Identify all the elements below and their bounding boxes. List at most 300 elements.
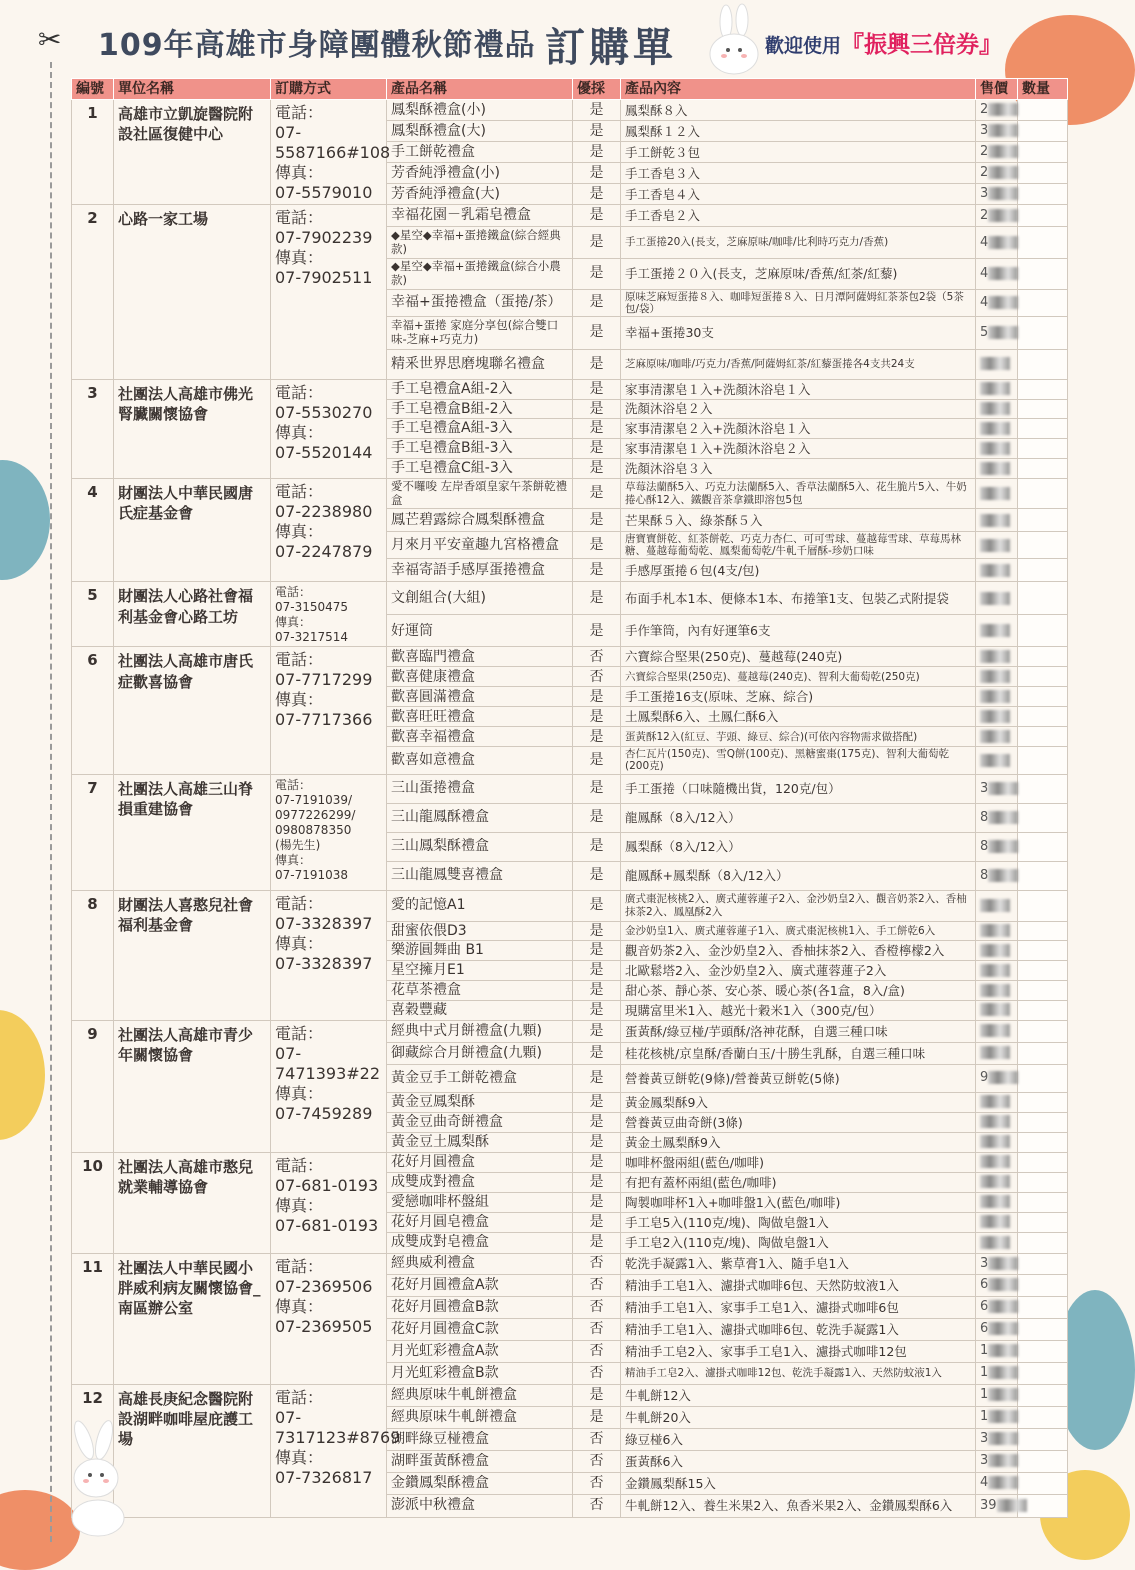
column-header: 單位名稱: [114, 79, 271, 100]
blurred-price: [988, 326, 1018, 339]
product-content: 精油手工皂1入、濾掛式咖啡6包、乾洗手凝露1入: [621, 1318, 976, 1340]
product-content: 手工香皂４入: [621, 184, 976, 205]
preferred-purchase: 是: [573, 687, 621, 707]
quantity-field[interactable]: [1018, 399, 1068, 419]
price: [976, 1042, 1018, 1064]
price: [976, 980, 1018, 1000]
blurred-price: [980, 382, 1010, 395]
product-name: 幸福寄語手感厚蛋捲禮盒: [387, 559, 573, 582]
product-name: 幸福+蛋捲禮盒（蛋捲/茶）: [387, 289, 573, 316]
quantity-field[interactable]: [1018, 100, 1068, 121]
blurred-price: [980, 1003, 1010, 1016]
product-name: 黃金豆曲奇餅禮盒: [387, 1112, 573, 1132]
organization-name: 財團法人中華民國唐氏症基金會: [114, 478, 271, 582]
product-name: 星空擁月E1: [387, 961, 573, 981]
preferred-purchase: 是: [573, 1406, 621, 1428]
price: 8: [976, 861, 1018, 890]
quantity-field[interactable]: [1018, 121, 1068, 142]
quantity-field[interactable]: [1018, 439, 1068, 459]
quantity-field[interactable]: [1018, 832, 1068, 861]
blurred-price: [980, 754, 1010, 767]
price: [976, 509, 1018, 532]
quantity-field[interactable]: [1018, 316, 1068, 349]
quantity-field[interactable]: [1018, 687, 1068, 707]
preferred-purchase: 是: [573, 419, 621, 439]
preferred-purchase: 是: [573, 532, 621, 559]
blurred-price: [980, 650, 1010, 663]
quantity-field[interactable]: [1018, 205, 1068, 227]
blurred-price: [980, 442, 1010, 455]
quantity-field[interactable]: [1018, 458, 1068, 478]
blurred-price: [988, 145, 1018, 158]
blurred-price: [997, 1499, 1027, 1512]
price: [976, 379, 1018, 399]
price: [976, 349, 1018, 379]
preferred-purchase: 否: [573, 1296, 621, 1318]
preferred-purchase: 是: [573, 184, 621, 205]
product-name: 喜穀豐藏: [387, 1000, 573, 1020]
table-body: [72, 100, 1068, 1518]
preferred-purchase: 是: [573, 289, 621, 316]
blurred-price: [980, 1115, 1010, 1128]
preferred-purchase: 是: [573, 861, 621, 890]
price: [976, 1192, 1018, 1212]
product-name: 精釆世界思磨塊聯名禮盒: [387, 349, 573, 379]
quantity-field[interactable]: [1018, 1212, 1068, 1232]
quantity-field[interactable]: [1018, 1318, 1068, 1340]
product-name: 歡喜健康禮盒: [387, 667, 573, 687]
product-content: 洗顏沐浴皂２入: [621, 399, 976, 419]
preferred-purchase: 是: [573, 458, 621, 478]
row-number: 1: [72, 100, 114, 205]
quantity-field[interactable]: [1018, 667, 1068, 687]
price: [976, 1212, 1018, 1232]
price: [976, 1000, 1018, 1020]
blurred-price: [988, 1071, 1018, 1084]
quantity-field[interactable]: [1018, 1192, 1068, 1212]
product-name: 鳳梨酥禮盒(小): [387, 100, 573, 121]
quantity-field[interactable]: [1018, 142, 1068, 163]
quantity-field[interactable]: [1018, 532, 1068, 559]
blurred-price: [980, 1215, 1010, 1228]
order-contact: 電話： 07-2238980 傳真： 07-2247879: [271, 478, 387, 582]
blurred-price: [980, 624, 1010, 637]
product-name: 三山龍鳳雙喜禮盒: [387, 861, 573, 890]
form-label: 訂購單: [545, 25, 677, 71]
quantity-field[interactable]: [1018, 1092, 1068, 1112]
price: [976, 615, 1018, 647]
order-contact: 電話： 07-5530270 傳真： 07-5520144: [271, 379, 387, 478]
product-name: 御藏綜合月餅禮盒(九顆): [387, 1042, 573, 1064]
blurred-price: [988, 1476, 1018, 1489]
preferred-purchase: 是: [573, 142, 621, 163]
page-title: 109年高雄市身障團體秋節禮品: [98, 28, 536, 63]
price: [976, 1020, 1018, 1042]
preferred-purchase: 是: [573, 747, 621, 774]
quantity-field[interactable]: [1018, 1362, 1068, 1384]
quantity-field[interactable]: [1018, 774, 1068, 803]
blurred-price: [980, 1195, 1010, 1208]
preferred-purchase: 是: [573, 890, 621, 921]
preferred-purchase: 是: [573, 1172, 621, 1192]
product-name: 歡喜旺旺禮盒: [387, 707, 573, 727]
order-contact: 電話： 07-7471393#22 傳真： 07-7459289: [271, 1020, 387, 1152]
preferred-purchase: 是: [573, 1000, 621, 1020]
blurred-price: [988, 296, 1018, 309]
organization-name: 高雄長庚紀念醫院附設湖畔咖啡屋庇護工場: [114, 1384, 271, 1517]
column-header: 產品名稱: [387, 79, 573, 100]
product-content: 手工蛋捲２０入(長支，芝麻原味/香蕉/紅茶/紅藜): [621, 259, 976, 290]
row-number: 8: [72, 890, 114, 1020]
quantity-field[interactable]: [1018, 615, 1068, 647]
quantity-field[interactable]: [1018, 1253, 1068, 1274]
price: 6: [976, 1296, 1018, 1318]
order-contact: 電話： 07-2369506 傳真： 07-2369505: [271, 1253, 387, 1384]
product-name: 湖畔綠豆椪禮盒: [387, 1428, 573, 1450]
preferred-purchase: 是: [573, 615, 621, 647]
blurred-price: [980, 487, 1010, 500]
product-name: 金鑽鳳梨酥禮盒: [387, 1472, 573, 1494]
quantity-field[interactable]: [1018, 647, 1068, 667]
blurred-price: [980, 462, 1010, 475]
price: [976, 1172, 1018, 1192]
blurred-price: [980, 1236, 1010, 1249]
product-content: 桂花核桃/京皇酥/香蘭白玉/十勝生乳酥，自選三種口味: [621, 1042, 976, 1064]
blurred-price: [980, 402, 1010, 415]
product-name: 花好月圓禮盒B款: [387, 1296, 573, 1318]
product-name: 手工皂禮盒C組-3入: [387, 458, 573, 478]
price: [976, 478, 1018, 509]
product-content: 手作筆筒，內有好運筆6支: [621, 615, 976, 647]
product-content: 手工香皂３入: [621, 163, 976, 184]
product-content: 唐寶寶餅乾、紅茶餅乾、巧克力杏仁、可可雪球、蔓越莓雪球、草莓馬林糖、蔓越莓葡萄乾、鳳梨葡萄乾/牛軋千層酥-珍奶口味: [621, 532, 976, 559]
preferred-purchase: 是: [573, 349, 621, 379]
preferred-purchase: 否: [573, 1253, 621, 1274]
price: [976, 532, 1018, 559]
preferred-purchase: 否: [573, 1340, 621, 1362]
order-contact: 電話： 07-7317123#8769 傳真： 07-7326817: [271, 1384, 387, 1517]
quantity-field[interactable]: [1018, 921, 1068, 941]
rabbit-icon: [700, 4, 770, 76]
blurred-price: [980, 1135, 1010, 1148]
blurred-price: [980, 1046, 1010, 1059]
price: 9: [976, 1064, 1018, 1092]
organization-name: 心路一家工場: [114, 205, 271, 380]
preferred-purchase: 是: [573, 399, 621, 419]
product-name: 花好月圓禮盒A款: [387, 1274, 573, 1296]
blurred-price: [980, 924, 1010, 937]
quantity-field[interactable]: [1018, 1384, 1068, 1406]
product-content: 杏仁瓦片(150克)、雪Q餅(100克)、黑糖蜜棗(175克)、智利大葡萄乾(200克): [621, 747, 976, 774]
decorative-blob: [0, 1010, 45, 1140]
quantity-field[interactable]: [1018, 478, 1068, 509]
quantity-field[interactable]: [1018, 1472, 1068, 1494]
blurred-price: [980, 964, 1010, 977]
quantity-field[interactable]: [1018, 559, 1068, 582]
quantity-field[interactable]: [1018, 727, 1068, 747]
product-name: 黃金豆手工餅乾禮盒: [387, 1064, 573, 1092]
product-content: 金鑽鳳梨酥15入: [621, 1472, 976, 1494]
product-content: 布面手札本1本、便條本1本、布捲筆1支、包裝乙式附提袋: [621, 582, 976, 615]
product-content: 廣式棗泥核桃2入、廣式蓮蓉蓮子2入、金沙奶皇2入、觀音奶茶2入、香柚抹茶2入、鳳凰酥2入: [621, 890, 976, 921]
quantity-field[interactable]: [1018, 861, 1068, 890]
quantity-field[interactable]: [1018, 379, 1068, 399]
price: 5: [976, 316, 1018, 349]
preferred-purchase: 否: [573, 1472, 621, 1494]
product-name: 幸福+蛋捲 家庭分享包(綜合雙口味-芝麻+巧克力): [387, 316, 573, 349]
table-row: [72, 100, 1068, 121]
price: 1: [976, 1384, 1018, 1406]
decorative-blob: [0, 460, 50, 580]
price: 2: [976, 205, 1018, 227]
blurred-price: [988, 1322, 1018, 1335]
blurred-price: [980, 514, 1010, 527]
blurred-price: [988, 187, 1018, 200]
quantity-field[interactable]: [1018, 1112, 1068, 1132]
price: 3: [976, 774, 1018, 803]
row-number: 4: [72, 478, 114, 582]
product-content: 手工皂5入(110克/塊)、陶做皂盤1入: [621, 1212, 976, 1232]
product-content: 六寶綜合堅果(250克)、蔓越莓(240克): [621, 647, 976, 667]
order-contact: 電話： 07-3328397 傳真： 07-3328397: [271, 890, 387, 1020]
organization-name: 社團法人高雄市佛光腎臟關懷協會: [114, 379, 271, 478]
rabbit-icon: [58, 1418, 138, 1536]
quantity-field[interactable]: [1018, 1406, 1068, 1428]
product-content: 芒果酥５入、綠茶酥５入: [621, 509, 976, 532]
price: [976, 399, 1018, 419]
quantity-field[interactable]: [1018, 259, 1068, 290]
product-name: 文創組合(大組): [387, 582, 573, 615]
product-content: 蛋黃酥12入(紅豆、芋頭、綠豆、綜合)(可依內容物需求做搭配): [621, 727, 976, 747]
quantity-field[interactable]: [1018, 1042, 1068, 1064]
blurred-price: [980, 1095, 1010, 1108]
product-content: 現購富里米1入、越光十穀米1入（300克/包）: [621, 1000, 976, 1020]
blurred-price: [988, 1278, 1018, 1291]
price: 4: [976, 289, 1018, 316]
blurred-price: [980, 1155, 1010, 1168]
price: [976, 747, 1018, 774]
quantity-field[interactable]: [1018, 349, 1068, 379]
price: [976, 458, 1018, 478]
product-content: 營養黃豆曲奇餅(3條): [621, 1112, 976, 1132]
product-content: 牛軋餅20入: [621, 1406, 976, 1428]
price: 2: [976, 142, 1018, 163]
row-number: 6: [72, 647, 114, 774]
price: 2: [976, 100, 1018, 121]
quantity-field[interactable]: [1018, 803, 1068, 832]
product-name: 鳳梨酥禮盒(大): [387, 121, 573, 142]
product-content: 家事清潔皂２入+洗顏沐浴皂１入: [621, 419, 976, 439]
quantity-field[interactable]: [1018, 1132, 1068, 1152]
quantity-field[interactable]: [1018, 1152, 1068, 1172]
product-name: 歡喜幸福禮盒: [387, 727, 573, 747]
quantity-field[interactable]: [1018, 1274, 1068, 1296]
product-content: 草莓法蘭酥5入、巧克力法蘭酥5入、香草法蘭酥5入、花生脆片5入、牛奶捲心酥12入、鐵觀音茶拿鐵即溶包5包: [621, 478, 976, 509]
quantity-field[interactable]: [1018, 184, 1068, 205]
quantity-field[interactable]: [1018, 1296, 1068, 1318]
product-name: 經典威利禮盒: [387, 1253, 573, 1274]
price: 1: [976, 1340, 1018, 1362]
quantity-field[interactable]: [1018, 1232, 1068, 1253]
quantity-field[interactable]: [1018, 1340, 1068, 1362]
blurred-price: [988, 1388, 1018, 1401]
product-content: 蛋黃酥6入: [621, 1450, 976, 1472]
quantity-field[interactable]: [1018, 941, 1068, 961]
product-name: 愛的記憶A1: [387, 890, 573, 921]
blurred-price: [980, 899, 1010, 912]
preferred-purchase: 是: [573, 1092, 621, 1112]
product-name: 甜蜜依偎D3: [387, 921, 573, 941]
organization-name: 高雄市立凱旋醫院附設社區復健中心: [114, 100, 271, 205]
product-name: 湖畔蛋黃酥禮盒: [387, 1450, 573, 1472]
table-row: [72, 1253, 1068, 1274]
preferred-purchase: 是: [573, 1042, 621, 1064]
product-name: 樂游圓舞曲 B1: [387, 941, 573, 961]
product-name: 月來月平安童趣九宮格禮盒: [387, 532, 573, 559]
preferred-purchase: 否: [573, 667, 621, 687]
product-name: 成雙成對禮盒: [387, 1172, 573, 1192]
quantity-field[interactable]: [1018, 1428, 1068, 1450]
price: 39: [976, 1494, 1018, 1517]
table-row: [72, 379, 1068, 399]
preferred-purchase: 是: [573, 832, 621, 861]
preferred-purchase: 是: [573, 774, 621, 803]
blurred-price: [988, 103, 1018, 116]
product-content: 鳳梨酥１２入: [621, 121, 976, 142]
voucher-label: 『振興三倍券』: [841, 32, 1003, 58]
price: 1: [976, 1362, 1018, 1384]
blurred-price: [980, 670, 1010, 683]
quantity-field[interactable]: [1018, 1000, 1068, 1020]
quantity-field[interactable]: [1018, 227, 1068, 259]
blurred-price: [988, 1366, 1018, 1379]
preferred-purchase: 是: [573, 259, 621, 290]
price: 6: [976, 1318, 1018, 1340]
quantity-field[interactable]: [1018, 1172, 1068, 1192]
preferred-purchase: 是: [573, 921, 621, 941]
product-content: 北歐鬆塔2入、金沙奶皇2入、廣式蓮蓉蓮子2入: [621, 961, 976, 981]
quantity-field[interactable]: [1018, 707, 1068, 727]
order-contact: 電話： 07-7717299 傳真： 07-7717366: [271, 647, 387, 774]
product-name: 三山龍鳳酥禮盒: [387, 803, 573, 832]
product-content: 甜心茶、靜心茶、安心茶、暖心茶(各1盒，8入/盒): [621, 980, 976, 1000]
table-row: [72, 647, 1068, 667]
product-content: 牛軋餅12入: [621, 1384, 976, 1406]
quantity-field[interactable]: [1018, 163, 1068, 184]
blurred-price: [988, 1410, 1018, 1423]
product-name: 經典原味牛軋餅禮盒: [387, 1384, 573, 1406]
product-name: 手工皂禮盒A組-3入: [387, 419, 573, 439]
product-content: 陶製咖啡杯1入+咖啡盤1入(藍色/咖啡): [621, 1192, 976, 1212]
product-name: 歡喜如意禮盒: [387, 747, 573, 774]
organization-name: 財團法人喜憨兒社會福利基金會: [114, 890, 271, 1020]
price: 3: [976, 1450, 1018, 1472]
price: 4: [976, 1472, 1018, 1494]
product-name: 花好月圓皂禮盒: [387, 1212, 573, 1232]
product-content: 黃金土鳳梨酥9入: [621, 1132, 976, 1152]
quantity-field[interactable]: [1018, 1450, 1068, 1472]
preferred-purchase: 是: [573, 1212, 621, 1232]
price: 3: [976, 184, 1018, 205]
preferred-purchase: 是: [573, 941, 621, 961]
column-header: 售價: [976, 79, 1018, 100]
product-content: 手工蛋捲20入(長支，芝麻原味/咖啡/比利時巧克力/香蕉): [621, 227, 976, 259]
product-content: 精油手工皂1入、濾掛式咖啡6包、天然防蚊液1入: [621, 1274, 976, 1296]
quantity-field[interactable]: [1018, 980, 1068, 1000]
order-contact: 電話： 07-681-0193 傳真： 07-681-0193: [271, 1152, 387, 1253]
product-content: 土鳳梨酥6入、土鳳仁酥6入: [621, 707, 976, 727]
column-header: 數量: [1018, 79, 1068, 100]
price: 3: [976, 1428, 1018, 1450]
blurred-price: [988, 811, 1018, 824]
order-contact: 電話： 07-3150475 傳真： 07-3217514: [271, 582, 387, 647]
preferred-purchase: 否: [573, 1494, 621, 1517]
product-content: 幸福+蛋捲30支: [621, 316, 976, 349]
preferred-purchase: 是: [573, 379, 621, 399]
product-name: ◆星空◆幸福+蛋捲鐵盒(綜合小農款): [387, 259, 573, 290]
blurred-price: [980, 730, 1010, 743]
quantity-field[interactable]: [1018, 582, 1068, 615]
quantity-field[interactable]: [1018, 509, 1068, 532]
blurred-price: [980, 690, 1010, 703]
product-name: 鳳芒碧露綜合鳳梨酥禮盒: [387, 509, 573, 532]
product-content: 金沙奶皇1入、廣式蓮蓉蓮子1入、廣式棗泥核桃1入、手工餅乾6入: [621, 921, 976, 941]
product-content: 洗顏沐浴皂３入: [621, 458, 976, 478]
product-content: 精油手工皂2入、濾掛式咖啡12包、乾洗手凝露1入、天然防蚊液1入: [621, 1362, 976, 1384]
product-name: 好運筒: [387, 615, 573, 647]
product-content: 觀音奶茶2入、金沙奶皇2入、香柚抹茶2入、香橙檸檬2入: [621, 941, 976, 961]
blurred-price: [988, 1300, 1018, 1313]
blurred-price: [980, 944, 1010, 957]
preferred-purchase: 是: [573, 1152, 621, 1172]
column-header: 訂購方式: [271, 79, 387, 100]
organization-name: 社團法人高雄市青少年關懷協會: [114, 1020, 271, 1152]
price: 8: [976, 832, 1018, 861]
preferred-purchase: 是: [573, 100, 621, 121]
product-name: 三山蛋捲禮盒: [387, 774, 573, 803]
preferred-purchase: 否: [573, 1274, 621, 1296]
quantity-field[interactable]: [1018, 1064, 1068, 1092]
price: 1: [976, 1406, 1018, 1428]
preferred-purchase: 是: [573, 1020, 621, 1042]
table-row: [72, 1152, 1068, 1172]
organization-name: 社團法人高雄三山脊損重建協會: [114, 774, 271, 890]
preferred-purchase: 是: [573, 1132, 621, 1152]
row-number: 7: [72, 774, 114, 890]
product-name: 花好月圓禮盒: [387, 1152, 573, 1172]
product-content: 手工皂2入(110克/塊)、陶做皂盤1入: [621, 1232, 976, 1253]
product-content: 手工蛋捲（口味隨機出貨，120克/包）: [621, 774, 976, 803]
price: [976, 582, 1018, 615]
product-content: 手工蛋捲16支(原味、芝麻、綜合): [621, 687, 976, 707]
quantity-field[interactable]: [1018, 961, 1068, 981]
quantity-field[interactable]: [1018, 890, 1068, 921]
quantity-field[interactable]: [1018, 1020, 1068, 1042]
product-name: 月光虹彩禮盒B款: [387, 1362, 573, 1384]
price: [976, 941, 1018, 961]
welcome-text: 歡迎使用: [765, 35, 842, 57]
blurred-price: [980, 710, 1010, 723]
price: [976, 707, 1018, 727]
quantity-field[interactable]: [1018, 747, 1068, 774]
preferred-purchase: 否: [573, 647, 621, 667]
quantity-field[interactable]: [1018, 419, 1068, 439]
price: [976, 890, 1018, 921]
product-name: 芳香純淨禮盒(小): [387, 163, 573, 184]
price: [976, 1132, 1018, 1152]
quantity-field[interactable]: [1018, 289, 1068, 316]
preferred-purchase: 是: [573, 509, 621, 532]
